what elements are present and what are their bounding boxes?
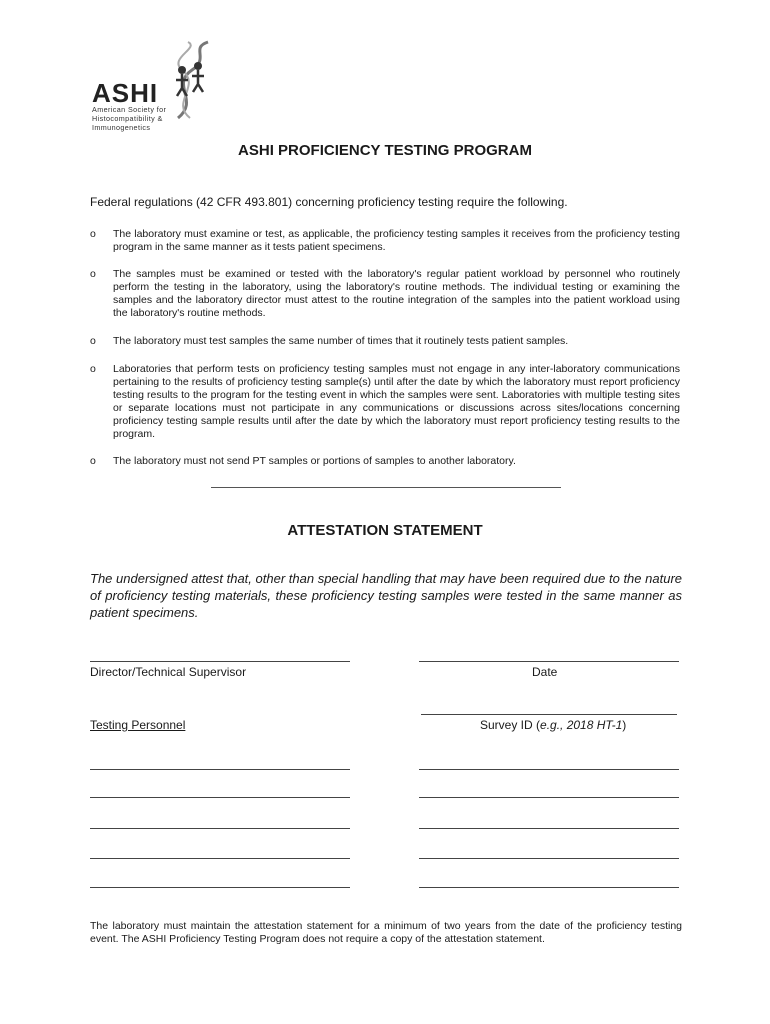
bullet-mark: o — [90, 268, 96, 280]
survey-id-line[interactable] — [421, 714, 677, 715]
personnel-signature-line[interactable] — [419, 858, 679, 859]
requirement-text: Laboratories that perform tests on proficiency testing samples must not engage in any inter-laboratory communications pertaining to the results of proficiency testing sample(s) until after the date by which the laboratory must report proficiency testing results to the program for the testing event in which the samples were sent. Laboratories with multiple testing sites or separate locations must not participate in any communications or discussions across sites/locations concerning proficiency testing sample results until after the date by which the laboratory must report proficiency testing results to the program. — [113, 363, 680, 440]
requirement-text: The laboratory must not send PT samples or portions of samples to another laboratory. — [113, 455, 516, 467]
logo-wordmark: ASHI — [92, 78, 159, 108]
list-item — [90, 228, 680, 254]
bullet-mark: o — [90, 228, 96, 240]
personnel-signature-line[interactable] — [419, 828, 679, 829]
personnel-signature-line[interactable] — [419, 769, 679, 770]
page-title: ASHI PROFICIENCY TESTING PROGRAM — [238, 142, 532, 159]
section-divider — [211, 487, 561, 488]
attestation-statement: The undersigned attest that, other than special handling that may have been required due to the nature of proficiency testing materials, these proficiency testing samples were tested in the same manner as patient specimens. — [90, 571, 682, 620]
personnel-signature-line[interactable] — [419, 797, 679, 798]
retention-note: The laboratory must maintain the attestation statement for a minimum of two years from the date of the proficiency testing event. The ASHI Proficiency Testing Program does not require a copy of the attestation statement. — [90, 920, 682, 945]
list-item — [90, 455, 680, 468]
date-signature-line[interactable] — [419, 661, 679, 662]
logo-line: Immunogenetics — [92, 123, 151, 132]
survey-id-example: e.g., 2018 HT-1 — [540, 718, 623, 732]
personnel-signature-line[interactable] — [90, 887, 350, 888]
personnel-signature-line[interactable] — [419, 887, 679, 888]
requirement-text: The laboratory must test samples the same number of times that it routinely tests patient samples. — [113, 335, 569, 347]
bullet-mark: o — [90, 455, 96, 467]
survey-id-text: Survey ID ( — [480, 718, 541, 732]
date-label: Date — [532, 665, 558, 679]
intro-text: Federal regulations (42 CFR 493.801) concerning proficiency testing require the following. — [90, 195, 568, 209]
attestation-title: ATTESTATION STATEMENT — [287, 522, 483, 539]
ashi-logo — [84, 40, 224, 140]
bullet-mark: o — [90, 363, 96, 375]
logo-line: Histocompatibility & — [92, 114, 163, 123]
requirements-list — [90, 228, 680, 468]
requirement-text: The samples must be examined or tested with the laboratory's regular patient workload by personnel who routinely perform the testing in the laboratory, using the laboratory's routine methods. The individual testing or examining the samples and the laboratory director must attest to the routine integration of the samples into the patient workload using the laboratory's routine methods. — [113, 268, 680, 319]
director-signature-line[interactable] — [90, 661, 350, 662]
testing-personnel-label: Testing Personnel — [90, 718, 186, 732]
director-label: Director/Technical Supervisor — [90, 665, 247, 679]
bullet-mark: o — [90, 335, 96, 347]
survey-id-label — [480, 718, 626, 732]
requirement-text: The laboratory must examine or test, as applicable, the proficiency testing samples it receives from the proficiency testing program in the same manner as it tests patient specimens. — [113, 228, 680, 253]
personnel-signature-line[interactable] — [90, 858, 350, 859]
list-item — [90, 268, 680, 320]
personnel-signature-line[interactable] — [90, 828, 350, 829]
list-item — [90, 335, 680, 348]
dna-people-logo-icon — [170, 40, 220, 120]
personnel-signature-line[interactable] — [90, 797, 350, 798]
list-item — [90, 363, 680, 441]
logo-org-name — [92, 105, 166, 132]
logo-line: American Society for — [92, 105, 167, 114]
survey-id-close: ) — [622, 718, 627, 732]
personnel-signature-line[interactable] — [90, 769, 350, 770]
